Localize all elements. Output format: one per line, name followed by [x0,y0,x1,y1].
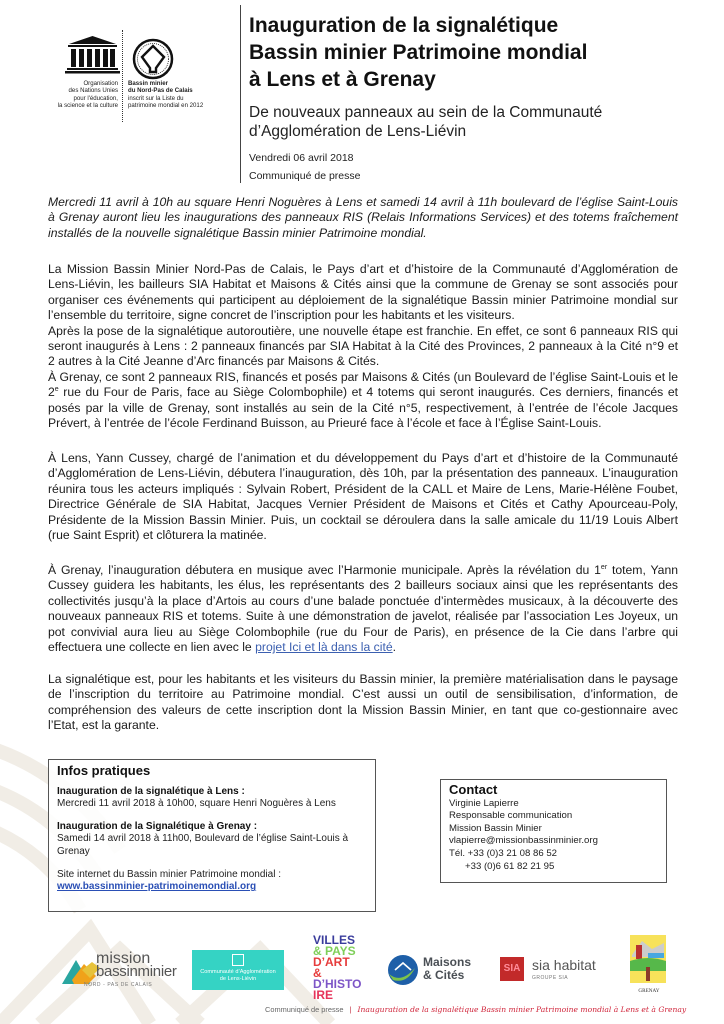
logo-grenay [630,935,668,995]
contact-mobile: +33 (0)6 61 82 21 95 [465,860,555,872]
sia-mark-icon [500,957,524,981]
paragraph-context [48,262,678,431]
footer-title: Inauguration de la signalétique Bassin minier Patrimoine mondial à Lens et à Grenay [357,1005,687,1014]
superscript: er [600,563,608,571]
text-span: À Grenay, l’inauguration débutera en musique avec l’Harmonie municipale. Après la révélation du 1 [48,563,601,577]
caption-line: des Nations Unies [68,87,118,95]
lens-label: Inauguration de la signalétique à Lens : [57,785,245,797]
sia-line2: GROUPE SIA [532,975,569,981]
document-type: Communiqué de presse [249,170,361,182]
caption-line: inscrit sur la Liste du [128,94,184,102]
projet-ici-et-la-link[interactable]: projet Ici et là dans la cité [255,640,393,655]
call-line2: de Lens-Liévin [219,976,257,982]
website-link[interactable]: www.bassinminier-patrimoinemondial.org [57,881,257,893]
sia-line1: sia habitat [532,957,596,973]
call-mark-icon [232,954,244,966]
text-span: totem, Yann Cussey guidera les habitants, les élus, les représentants des 2 bailleurs sociaux ainsi que les représentants des collectivités jusqu’à la place d’Artois au cours d’une balade ponctuée d’intermèdes musicaux, à la découverte des nouveaux panneaux RIS et totems. Suite à une démonstration de javelot, réalisée par l’association Les Joyeux, un pot convivial aura lieu au Siège Colombophile (rue du Four de Paris), en présence de la Cie dans l’arbre qui effectuera une collecte en lien avec le [48,563,678,655]
text-span: À Grenay, ce sont 2 panneaux RIS, financés et posés par Maisons & Cités (un Boulevard de l’église Saint-Louis et le 2 [48,369,678,400]
call-line1: Communauté d’Agglomération [200,969,276,975]
text-span: rue du Four de Paris, face au Siège Colombophile) et 4 totems qui seront inaugurés. Ces derniers, financés et posés par la ville de Grenay, sont installés au sein de la Cité n°5, respectivement, à l’entrée de l’école Jacques Prévert, à l’entrée de l’école Ferdinand Buisson, au Prieuré face à l’école et face à l’Église Saint-Louis. [48,385,678,431]
sia-mark-text: SIA [503,963,521,974]
infos-title: Infos pratiques [57,763,151,778]
contact-name: Virginie Lapierre [449,797,519,809]
page-title [249,12,709,93]
mc-line2: & Cités [423,968,465,982]
paragraph-conclusion: La signalétique est, pour les habitants et les visiteurs du Bassin minier, la première matérialisation dans le paysage de l’inscription du territoire au Patrimoine mondial. C’est aussi un outil de sensibilisation, d’information, de compréhension des valeurs de cette inscription dont la Mission Bassin Minier, en tant que co-gestionnaire avec l’Etat, est la garante. [48,672,678,733]
paragraph-grenay-panels [48,370,678,432]
publication-date: Vendredi 06 avril 2018 [249,152,354,164]
caption-line: Organisation [83,80,118,87]
infos-pratiques-box [48,759,376,912]
house-leaf-icon [387,954,419,986]
contact-org: Mission Bassin Minier [449,822,542,834]
footer-doc-type: Communiqué de presse [265,1005,344,1014]
vpah-line: D’ART & [313,955,350,980]
title-line: à Lens et à Grenay [249,68,436,91]
logo-maisons-cites [387,952,487,990]
header-divider [240,5,241,183]
page-subtitle [249,103,709,141]
logo-sia-habitat [500,953,612,991]
logo-mission-bassin-minier [62,952,187,998]
mbm-line1: mission [96,950,151,967]
contact-box [440,779,667,883]
contact-phone: Tél. +33 (0)3 21 08 86 52 [449,847,558,859]
paragraph-partners: La Mission Bassin Minier Nord-Pas de Calais, le Pays d’art et d’histoire de la Communauté d’Agglomération de Lens-Liévin, les bailleurs SIA Habitat et Maisons & Cités ainsi que la commune de Grenay se sont associés pour organiser ces événements qui participent au déploiement de la signalétique Bassin minier Patrimoine mondial sur l’ensemble du territoire, signe concret de l’inscription pour les habitants et les visiteurs. [48,262,678,323]
vpah-line: & PAYS [313,944,356,958]
world-heritage-caption [128,80,228,110]
title-line: Inauguration de la signalétique [249,14,559,37]
contact-email[interactable]: vlapierre@missionbassinminier.org [449,835,598,847]
vpah-line: VILLES [313,933,356,947]
header-logos [57,30,230,130]
superscript: e [54,386,59,394]
site-label: Site internet du Bassin minier Patrimoine mondial : [57,868,281,880]
contact-role: Responsable communication [449,810,573,822]
paragraph-lens-inauguration: À Lens, Yann Cussey, chargé de l’animation et du développement du Pays d’art et d’histoire de la Communauté d’Agglomération de Lens-Liévin, débutera l’inauguration, dès 10h, par la présentation des panneaux. L’inauguration réunira tous les acteurs impliqués : Sylvain Robert, Président de la CALL et Maire de Lens, Marie-Hélène Foubet, Directrice Générale de SIA Habitat, Jacques Vernier Président de Maisons et Cités et Cathy Apourceau-Poly, Présidente de la Mission Bassin Minier. Puis, un cocktail se déroulera dans la salle amicale du 11/19 Louis Albert (rue Saint Esprit) et clôturera la matinée. [48,451,678,543]
caption-line: pour l'éducation, [73,94,118,102]
world-heritage-emblem-icon [132,38,174,80]
subtitle-line: d’Agglomération de Lens-Liévin [249,123,467,140]
grenay-detail: Samedi 14 avril 2018 à 11h00, Boulevard de l’église Saint-Louis à Grenay [57,833,349,857]
paragraph-lens-panels: Après la pose de la signalétique autoroutière, une nouvelle étape est franchie. En effet, ce sont 6 panneaux RIS qui seront inaugurés à Lens : 2 panneaux financés par SIA Habitat à la Cité des Provinces, 2 panneaux à la Cité n°9 et 2 autres à la Cité Jeanne d’Arc financés par Maisons & Cités. [48,323,678,369]
caption-line: Bassin minier [128,80,168,87]
grenay-crest-icon [630,935,666,983]
contact-title: Contact [449,782,498,797]
logo-villes-pays-art-histoire [313,933,362,1002]
unesco-temple-icon [65,35,120,75]
mbm-line3: NORD - PAS DE CALAIS [84,982,153,988]
grenay-label: Inauguration de la Signalétique à Grenay : [57,820,258,832]
logo-divider [122,30,123,122]
vpah-line: IRE [313,988,334,1002]
title-line: Bassin minier Patrimoine mondial [249,41,588,64]
lens-detail: Mercredi 11 avril 2018 à 10h00, square Henri Noguères à Lens [57,798,336,810]
lead-paragraph: Mercredi 11 avril à 10h au square Henri Noguères à Lens et samedi 14 avril à 11h boulevard de l’église Saint-Louis à Grenay auront lieu les inaugurations des panneaux RIS (Relais Informations Services) et des totems fraîchement installés de la nouvelle signalétique Bassin minier Patrimoine mondial. [48,195,678,240]
caption-line: du Nord-Pas de Calais [128,87,193,95]
grenay-label: GRENAY [638,988,660,994]
page-footer [265,1005,686,1014]
subtitle-line: De nouveaux panneaux au sein de la Communauté [249,104,603,121]
caption-line: patrimoine mondial en 2012 [128,102,204,110]
footer-separator: | [349,1005,352,1014]
mc-line1: Maisons [423,955,472,969]
text-span: . [392,640,397,655]
mbm-line2: bassinminier [96,963,177,980]
logo-communaute-agglomeration [192,950,284,990]
paragraph-grenay-inauguration [48,563,678,655]
caption-line: la science et la culture [57,102,118,110]
vpah-line: D’HISTO [313,977,362,991]
unesco-caption [50,80,118,110]
